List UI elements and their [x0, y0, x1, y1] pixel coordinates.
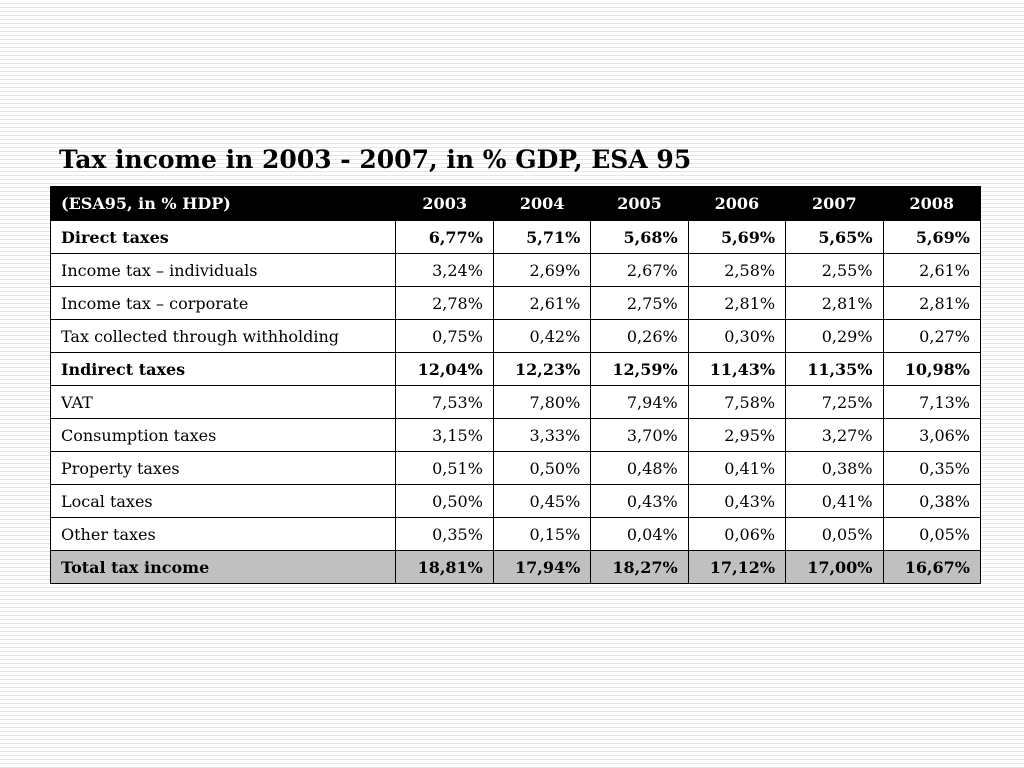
cell-value: 2,81%	[688, 287, 785, 320]
table-row	[51, 386, 981, 419]
cell-value: 0,05%	[883, 518, 980, 551]
table-row	[51, 221, 981, 254]
cell-value: 17,00%	[786, 551, 883, 584]
cell-value: 7,58%	[688, 386, 785, 419]
cell-value: 18,81%	[396, 551, 493, 584]
cell-value: 0,35%	[883, 452, 980, 485]
cell-value: 2,78%	[396, 287, 493, 320]
cell-value: 12,59%	[591, 353, 688, 386]
cell-value: 0,51%	[396, 452, 493, 485]
cell-value: 6,77%	[396, 221, 493, 254]
table-row-total	[51, 551, 981, 584]
tax-income-table	[50, 186, 981, 584]
cell-value: 12,23%	[493, 353, 590, 386]
cell-value: 0,41%	[786, 485, 883, 518]
cell-value: 2,81%	[883, 287, 980, 320]
cell-value: 2,81%	[786, 287, 883, 320]
year-header: 2005	[591, 187, 688, 221]
cell-value: 7,13%	[883, 386, 980, 419]
cell-value: 0,43%	[591, 485, 688, 518]
cell-value: 5,68%	[591, 221, 688, 254]
cell-value: 3,70%	[591, 419, 688, 452]
cell-value: 2,55%	[786, 254, 883, 287]
cell-value: 0,43%	[688, 485, 785, 518]
cell-value: 7,94%	[591, 386, 688, 419]
table-row	[51, 419, 981, 452]
cell-value: 0,27%	[883, 320, 980, 353]
table-row	[51, 518, 981, 551]
cell-value: 2,75%	[591, 287, 688, 320]
cell-value: 7,53%	[396, 386, 493, 419]
row-label: Total tax income	[51, 551, 396, 584]
cell-value: 17,12%	[688, 551, 785, 584]
row-label: VAT	[51, 386, 396, 419]
year-header: 2004	[493, 187, 590, 221]
cell-value: 2,61%	[493, 287, 590, 320]
slide-title: Tax income in 2003 - 2007, in % GDP, ESA 95	[59, 145, 692, 174]
cell-value: 7,80%	[493, 386, 590, 419]
cell-value: 3,06%	[883, 419, 980, 452]
cell-value: 0,75%	[396, 320, 493, 353]
row-label: Consumption taxes	[51, 419, 396, 452]
row-label: Income tax – individuals	[51, 254, 396, 287]
cell-value: 3,33%	[493, 419, 590, 452]
table-header	[51, 187, 981, 221]
cell-value: 2,61%	[883, 254, 980, 287]
year-header: 2008	[883, 187, 980, 221]
cell-value: 5,69%	[883, 221, 980, 254]
cell-value: 0,15%	[493, 518, 590, 551]
table-row	[51, 452, 981, 485]
cell-value: 11,43%	[688, 353, 785, 386]
table-row	[51, 320, 981, 353]
cell-value: 5,69%	[688, 221, 785, 254]
cell-value: 0,06%	[688, 518, 785, 551]
table-row	[51, 485, 981, 518]
table-body	[51, 221, 981, 584]
cell-value: 16,67%	[883, 551, 980, 584]
cell-value: 10,98%	[883, 353, 980, 386]
cell-value: 0,29%	[786, 320, 883, 353]
cell-value: 2,69%	[493, 254, 590, 287]
cell-value: 3,27%	[786, 419, 883, 452]
row-label: Income tax – corporate	[51, 287, 396, 320]
cell-value: 0,45%	[493, 485, 590, 518]
cell-value: 12,04%	[396, 353, 493, 386]
cell-value: 0,38%	[883, 485, 980, 518]
cell-value: 7,25%	[786, 386, 883, 419]
header-row	[51, 187, 981, 221]
cell-value: 0,26%	[591, 320, 688, 353]
cell-value: 11,35%	[786, 353, 883, 386]
row-label: Property taxes	[51, 452, 396, 485]
header-label: (ESA95, in % HDP)	[51, 187, 396, 221]
cell-value: 0,38%	[786, 452, 883, 485]
cell-value: 0,41%	[688, 452, 785, 485]
cell-value: 5,65%	[786, 221, 883, 254]
cell-value: 17,94%	[493, 551, 590, 584]
cell-value: 3,24%	[396, 254, 493, 287]
cell-value: 0,05%	[786, 518, 883, 551]
cell-value: 0,30%	[688, 320, 785, 353]
table-row	[51, 287, 981, 320]
cell-value: 2,58%	[688, 254, 785, 287]
cell-value: 0,04%	[591, 518, 688, 551]
cell-value: 18,27%	[591, 551, 688, 584]
cell-value: 0,48%	[591, 452, 688, 485]
row-label: Other taxes	[51, 518, 396, 551]
cell-value: 3,15%	[396, 419, 493, 452]
year-header: 2006	[688, 187, 785, 221]
row-label: Local taxes	[51, 485, 396, 518]
cell-value: 0,50%	[493, 452, 590, 485]
table-row	[51, 254, 981, 287]
table-row	[51, 353, 981, 386]
cell-value: 0,50%	[396, 485, 493, 518]
row-label: Direct taxes	[51, 221, 396, 254]
row-label: Indirect taxes	[51, 353, 396, 386]
cell-value: 0,42%	[493, 320, 590, 353]
cell-value: 2,67%	[591, 254, 688, 287]
year-header: 2007	[786, 187, 883, 221]
cell-value: 2,95%	[688, 419, 785, 452]
row-label: Tax collected through withholding	[51, 320, 396, 353]
cell-value: 0,35%	[396, 518, 493, 551]
cell-value: 5,71%	[493, 221, 590, 254]
year-header: 2003	[396, 187, 493, 221]
